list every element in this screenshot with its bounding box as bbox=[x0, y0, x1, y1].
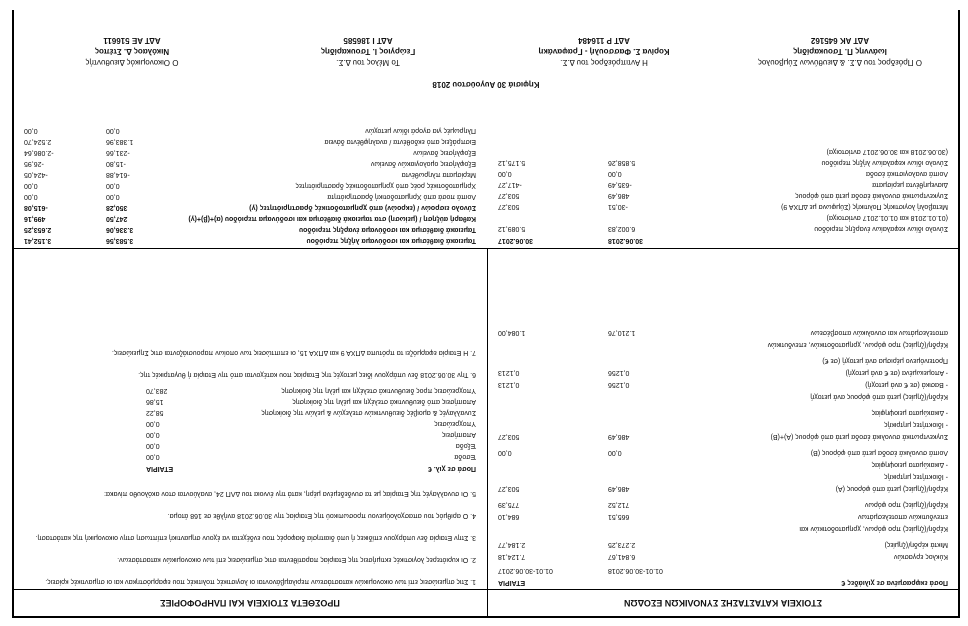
signature-name: Γεώργιος Ι. Τσουκαρίδης bbox=[320, 47, 416, 56]
row-label: Μικτά κέρδη/(ζημίες) bbox=[884, 541, 948, 548]
value-a: 6.841,67 bbox=[608, 553, 636, 560]
row-label: Καθαρή αύξηση / (μείωση) στα ταμειακά διαθέσιμα και ισοδύναμα περιόδου (α)+(β)+(γ) bbox=[188, 215, 476, 222]
row-label: Έσοδα bbox=[454, 453, 476, 460]
equity-col-a: 30.06.2018 bbox=[608, 237, 644, 244]
row-label: Διανεμηθέντα μερίσματα bbox=[872, 181, 948, 188]
note-paragraph: 3. Στην Εταιρία δεν υπάρχουν επίδικες ή υπό διαιτησία διαφορές που ενδέχεται να έχουν σημαντική επίπτωση στην οικονομική της κατάσταση. bbox=[35, 534, 476, 541]
row-label: Εισπράξεις από εκδοθέντα / αναληφθέντα δάνεια bbox=[324, 138, 476, 145]
signature-block bbox=[14, 18, 958, 68]
section-separator bbox=[14, 248, 958, 249]
note-paragraph: 4. Ο αριθμός του απασχολούμενου προσωπικού της Εταιρίας την 30.06.2018 ανήλθε σε 168 άτομα. bbox=[167, 512, 476, 519]
value-a: -15,80 bbox=[106, 160, 126, 167]
value-b: -417,27 bbox=[498, 181, 522, 188]
value-a: 5.858,26 bbox=[608, 159, 636, 166]
value-a: 0,00 bbox=[608, 449, 622, 456]
row-label: επενδυτικών αποτελεσμάτων bbox=[857, 513, 948, 520]
row-label: Απαιτήσεις από διευθυντικά στελέχη και μέλη της διοίκησης bbox=[292, 398, 476, 405]
row-label: - Ιδιοκτήτες μητρικής bbox=[884, 473, 948, 480]
value-b: 2.184,77 bbox=[498, 541, 526, 548]
row-label: Υποχρεώσεις bbox=[434, 420, 476, 427]
signature-title: Η Αντιπρόεδρος του Δ.Σ. bbox=[560, 58, 648, 67]
value-b: 5.089,12 bbox=[498, 225, 526, 232]
related-header: Ποσά σε χιλ. € bbox=[427, 465, 476, 472]
value-b: 1.084,00 bbox=[498, 329, 526, 336]
row-label: Χρηματοδοτικές ροές από χρηματοδοτικές δραστηριότητες bbox=[295, 182, 476, 189]
value-b: 0,00 bbox=[24, 127, 38, 134]
row-label: Μερίσματα πληρωθέντα bbox=[401, 171, 476, 178]
value-b: 0,00 bbox=[498, 449, 512, 456]
value-b: 7.124,18 bbox=[498, 553, 526, 560]
row-label: Κέρδη/(ζημίες) προ φόρων, χρηματοδοτικών, επενδυτικών bbox=[767, 341, 948, 348]
value-b: -424,05 bbox=[24, 171, 48, 178]
date-line: Κηφισιά 30 Αυγούστου 2018 bbox=[432, 80, 540, 89]
row-label: - Απομειωμένα (σε € ανά μετοχή) bbox=[845, 369, 948, 376]
row-label: Κέρδη/(ζημίες) μετά από φόρους ανά μετοχή bbox=[810, 393, 948, 400]
row-label: Έξοδα bbox=[455, 442, 476, 449]
value-b: 503,27 bbox=[498, 192, 520, 199]
value-a: 3.336,06 bbox=[106, 226, 134, 233]
value-b: -2.086,64 bbox=[24, 149, 54, 156]
row-label: - Βασικά (σε € ανά μετοχή) bbox=[865, 381, 948, 388]
signature-cfo bbox=[14, 35, 250, 68]
row-label: Λοιπά αναλογιστικά έσοδα bbox=[865, 170, 948, 177]
value-a: 665,51 bbox=[608, 513, 630, 520]
note-paragraph: 5. Οι συναλλαγές της Εταιρίας με τα συνδεδεμένα μέρη, κατά την έννοια του ΔΛΠ 24, αναλύονται στον ακόλουθο πίνακα: bbox=[104, 490, 476, 497]
row-label: - Δικαιώματα μειοψηφίας bbox=[871, 461, 948, 468]
row-label: Εξοφλήσεις δανείων bbox=[413, 149, 476, 156]
row-label: Κέρδη/(ζημίες) προ φόρων bbox=[864, 501, 948, 508]
row-label: Προτεινόμενο μέρισμα ανά μετοχή (σε €) bbox=[822, 357, 948, 364]
value-a: 247,50 bbox=[106, 215, 128, 222]
row-label: (01.01.2018 και 01.01.2017 αντίστοιχα) bbox=[826, 214, 948, 221]
column-label: Ποσά εκφρασμένα σε χιλιάδες € bbox=[841, 579, 948, 586]
row-label: Ταμειακά διαθέσιμα και ισοδύναμα λήξης περιόδου bbox=[306, 237, 476, 244]
value-b: 684,10 bbox=[498, 513, 520, 520]
value-a: 486,49 bbox=[608, 192, 630, 199]
row-label: Εξοφλήσεις ομολογιακών δανείων bbox=[370, 160, 476, 167]
value-a: 486,49 bbox=[608, 485, 630, 492]
value-b: 775,39 bbox=[498, 501, 520, 508]
value-a: -30,51 bbox=[608, 203, 628, 210]
equity-col-b: 30.06.2017 bbox=[498, 237, 534, 244]
signature-name: Κορίνα Σ. Φασσουλή - Γραφανάκη bbox=[538, 47, 670, 56]
signature-id: ΑΔΤ ΑΚ 645162 bbox=[810, 36, 870, 45]
column-header: ΕΤΑΙΡΙΑ bbox=[498, 579, 526, 586]
signature-title: Ο Πρόεδρος του Δ.Σ. & Διευθύνων Σύμβουλος bbox=[758, 58, 922, 67]
value-b: 5.175,12 bbox=[498, 159, 526, 166]
row-label: Κέρδη/(ζημίες) προ φόρων, χρηματοδοτικών και bbox=[799, 525, 948, 532]
signature-name: Νικόλαος Δ. Στέπος bbox=[94, 47, 170, 56]
row-label: Λοιπά ποσά από Χρηματοδοτική δραστηριότητα bbox=[327, 193, 476, 200]
value-a: -614,88 bbox=[106, 171, 130, 178]
financial-statement-sheet bbox=[12, 10, 960, 618]
row-label: - Δικαιώματα μειοψηφίας bbox=[871, 409, 948, 416]
value-b: 2.524,70 bbox=[24, 138, 52, 145]
value-a: 0,00 bbox=[106, 193, 120, 200]
value-a: 0,00 bbox=[608, 170, 622, 177]
row-label: Σύνολο ιδίων κεφαλαίων έναρξης περιόδου bbox=[814, 225, 948, 232]
value-b: 503,27 bbox=[498, 485, 520, 492]
note-paragraph: 7. Η Εταιρία εφαρμόζει τα πρότυπα ΔΠΧΑ 9 και ΔΠΧΑ 15, οι επιπτώσεις των οποίων παρουσιάζονται στις Σημειώσεις. bbox=[111, 349, 476, 356]
row-label: Λοιπά συνολικά έσοδα μετά από φόρους (Β) bbox=[810, 449, 948, 456]
value-b: 0,00 bbox=[498, 170, 512, 177]
note-paragraph: 1. Στις σημειώσεις επί των οικονομικών καταστάσεων περιλαμβάνονται οι λογιστικές πολιτικές που εφαρμόστηκαν και οι σημαντικές κρίσεις. bbox=[45, 578, 476, 585]
signature-chairman bbox=[722, 35, 958, 68]
signature-id: ΑΔΤ ΑΕ 516611 bbox=[103, 36, 161, 45]
signature-title: Το Μέλος του Δ.Σ. bbox=[336, 58, 400, 67]
row-label: Πληρωμές για αγορά ιδίων μετοχών bbox=[365, 127, 476, 134]
value-a: 0,1256 bbox=[608, 369, 630, 376]
row-label: Απαιτήσεις bbox=[441, 431, 476, 438]
value-a: 1.210,76 bbox=[608, 329, 636, 336]
note-paragraph: 2. Οι κυριότερες λογιστικές εκτιμήσεις της Εταιρίας παρατίθενται στις σημειώσεις επί των οικονομικών καταστάσεων. bbox=[117, 556, 476, 563]
value-a: 1.383,96 bbox=[106, 138, 134, 145]
signature-id: ΑΔΤ Ρ 116484 bbox=[578, 36, 630, 45]
row-label: Κέρδη/(ζημίες) μετά από φόρους (Α) bbox=[835, 485, 948, 492]
row-label: Κύκλος εργασιών bbox=[893, 553, 948, 560]
value: 15,86 bbox=[146, 398, 164, 405]
row-label: Συγκεντρωτικά συνολικά έσοδα μετά από φόρους (Α)+(Β) bbox=[770, 433, 948, 440]
value-a: 0,00 bbox=[106, 127, 120, 134]
period-a: 01.01-30.06.2018 bbox=[608, 567, 663, 574]
value-b: 2.653,25 bbox=[24, 226, 52, 233]
signature-name: Ιωάννης Π. Τσουκαρίδης bbox=[793, 47, 887, 56]
value-a: 6.002,83 bbox=[608, 225, 636, 232]
row-label: Υποχρεώσεις προς διευθυντικά στελέχη και μέλη της διοίκησης bbox=[281, 387, 476, 394]
row-label: - Ιδιοκτήτες μητρικής bbox=[884, 421, 948, 428]
value: 0,00 bbox=[146, 442, 160, 449]
value: 0,00 bbox=[146, 453, 160, 460]
row-label: Συγκεντρωτικά συνολικά έσοδα μετά από φόρους bbox=[795, 192, 948, 199]
row-label: (30.06.2018 και 30.06.2017 αντίστοιχα) bbox=[826, 148, 948, 155]
signature-id: ΑΔΤ Ι 186585 bbox=[343, 36, 393, 45]
value-b: 0,1213 bbox=[498, 369, 520, 376]
value-a: 2.273,25 bbox=[608, 541, 636, 548]
row-label: Σύνολο εισροών / (εκροών) από χρηματοδοτικές δραστηριότητες (γ) bbox=[249, 204, 476, 211]
value-a: 486,49 bbox=[608, 433, 630, 440]
left-section-title: ΣΤΟΙΧΕΙΑ ΚΑΤΑΣΤΑΣΗΣ ΣΥΝΟΛΙΚΩΝ ΕΣΟΔΩΝ bbox=[623, 598, 823, 608]
signature-vice-chair bbox=[486, 35, 722, 68]
row-label: Μεταβολή λογιστικής Πολιτικής (Σύμφωνα με ΔΠΧΑ 9) bbox=[781, 203, 948, 210]
row-label: Σύνολο ιδίων κεφαλαίων λήξης περιόδου bbox=[821, 159, 948, 166]
value-b: 0,00 bbox=[24, 193, 38, 200]
value-b: -615,08 bbox=[24, 204, 48, 211]
related-col: ΕΤΑΙΡΙΑ bbox=[146, 465, 174, 472]
value: 58,22 bbox=[146, 409, 164, 416]
row-label: Ταμειακά διαθέσιμα και ισοδύναμα έναρξης περιόδου bbox=[299, 226, 476, 233]
row-label: Συναλλαγές & αμοιβές διευθυντικών στελεχών & μελών της διοίκησης bbox=[261, 409, 476, 416]
value-a: 3.583,56 bbox=[106, 237, 134, 244]
row-label: αποτελεσμάτων και συνολικών αποσβέσεων bbox=[810, 329, 948, 336]
value-a: 712,52 bbox=[608, 501, 630, 508]
signature-board-member bbox=[250, 35, 486, 68]
value-a: 0,00 bbox=[106, 182, 120, 189]
value-b: 3.152,41 bbox=[24, 237, 52, 244]
signature-title: Ο Οικονομικός Διευθυντής bbox=[85, 58, 179, 67]
column-divider bbox=[487, 249, 488, 616]
value-a: -231,66 bbox=[106, 149, 130, 156]
value-a: -635,49 bbox=[608, 181, 632, 188]
note-paragraph: 6. Την 30.06.2018 δεν υπάρχουν ίδιες μετοχές της Εταιρίας που κατέχονται από την Εταιρία ή θυγατρικές της. bbox=[138, 371, 476, 378]
value: 283,70 bbox=[146, 387, 168, 394]
value-b: 503,27 bbox=[498, 433, 520, 440]
value: 0,00 bbox=[146, 431, 160, 438]
value: 0,00 bbox=[146, 420, 160, 427]
value-b: 499,16 bbox=[24, 215, 46, 222]
section-headers bbox=[14, 589, 958, 616]
value-b: 503,27 bbox=[498, 203, 520, 210]
value-a: 0,1256 bbox=[608, 381, 630, 388]
right-section-title: ΠΡΟΣΘΕΤΑ ΣΤΟΙΧΕΙΑ ΚΑΙ ΠΛΗΡΟΦΟΡΙΕΣ bbox=[160, 598, 340, 608]
period-b: 01.01-30.06.2017 bbox=[498, 567, 553, 574]
value-b: 0,00 bbox=[24, 182, 38, 189]
value-b: -26,95 bbox=[24, 160, 44, 167]
value-a: 350,28 bbox=[106, 204, 128, 211]
value-b: 0,1213 bbox=[498, 381, 520, 388]
